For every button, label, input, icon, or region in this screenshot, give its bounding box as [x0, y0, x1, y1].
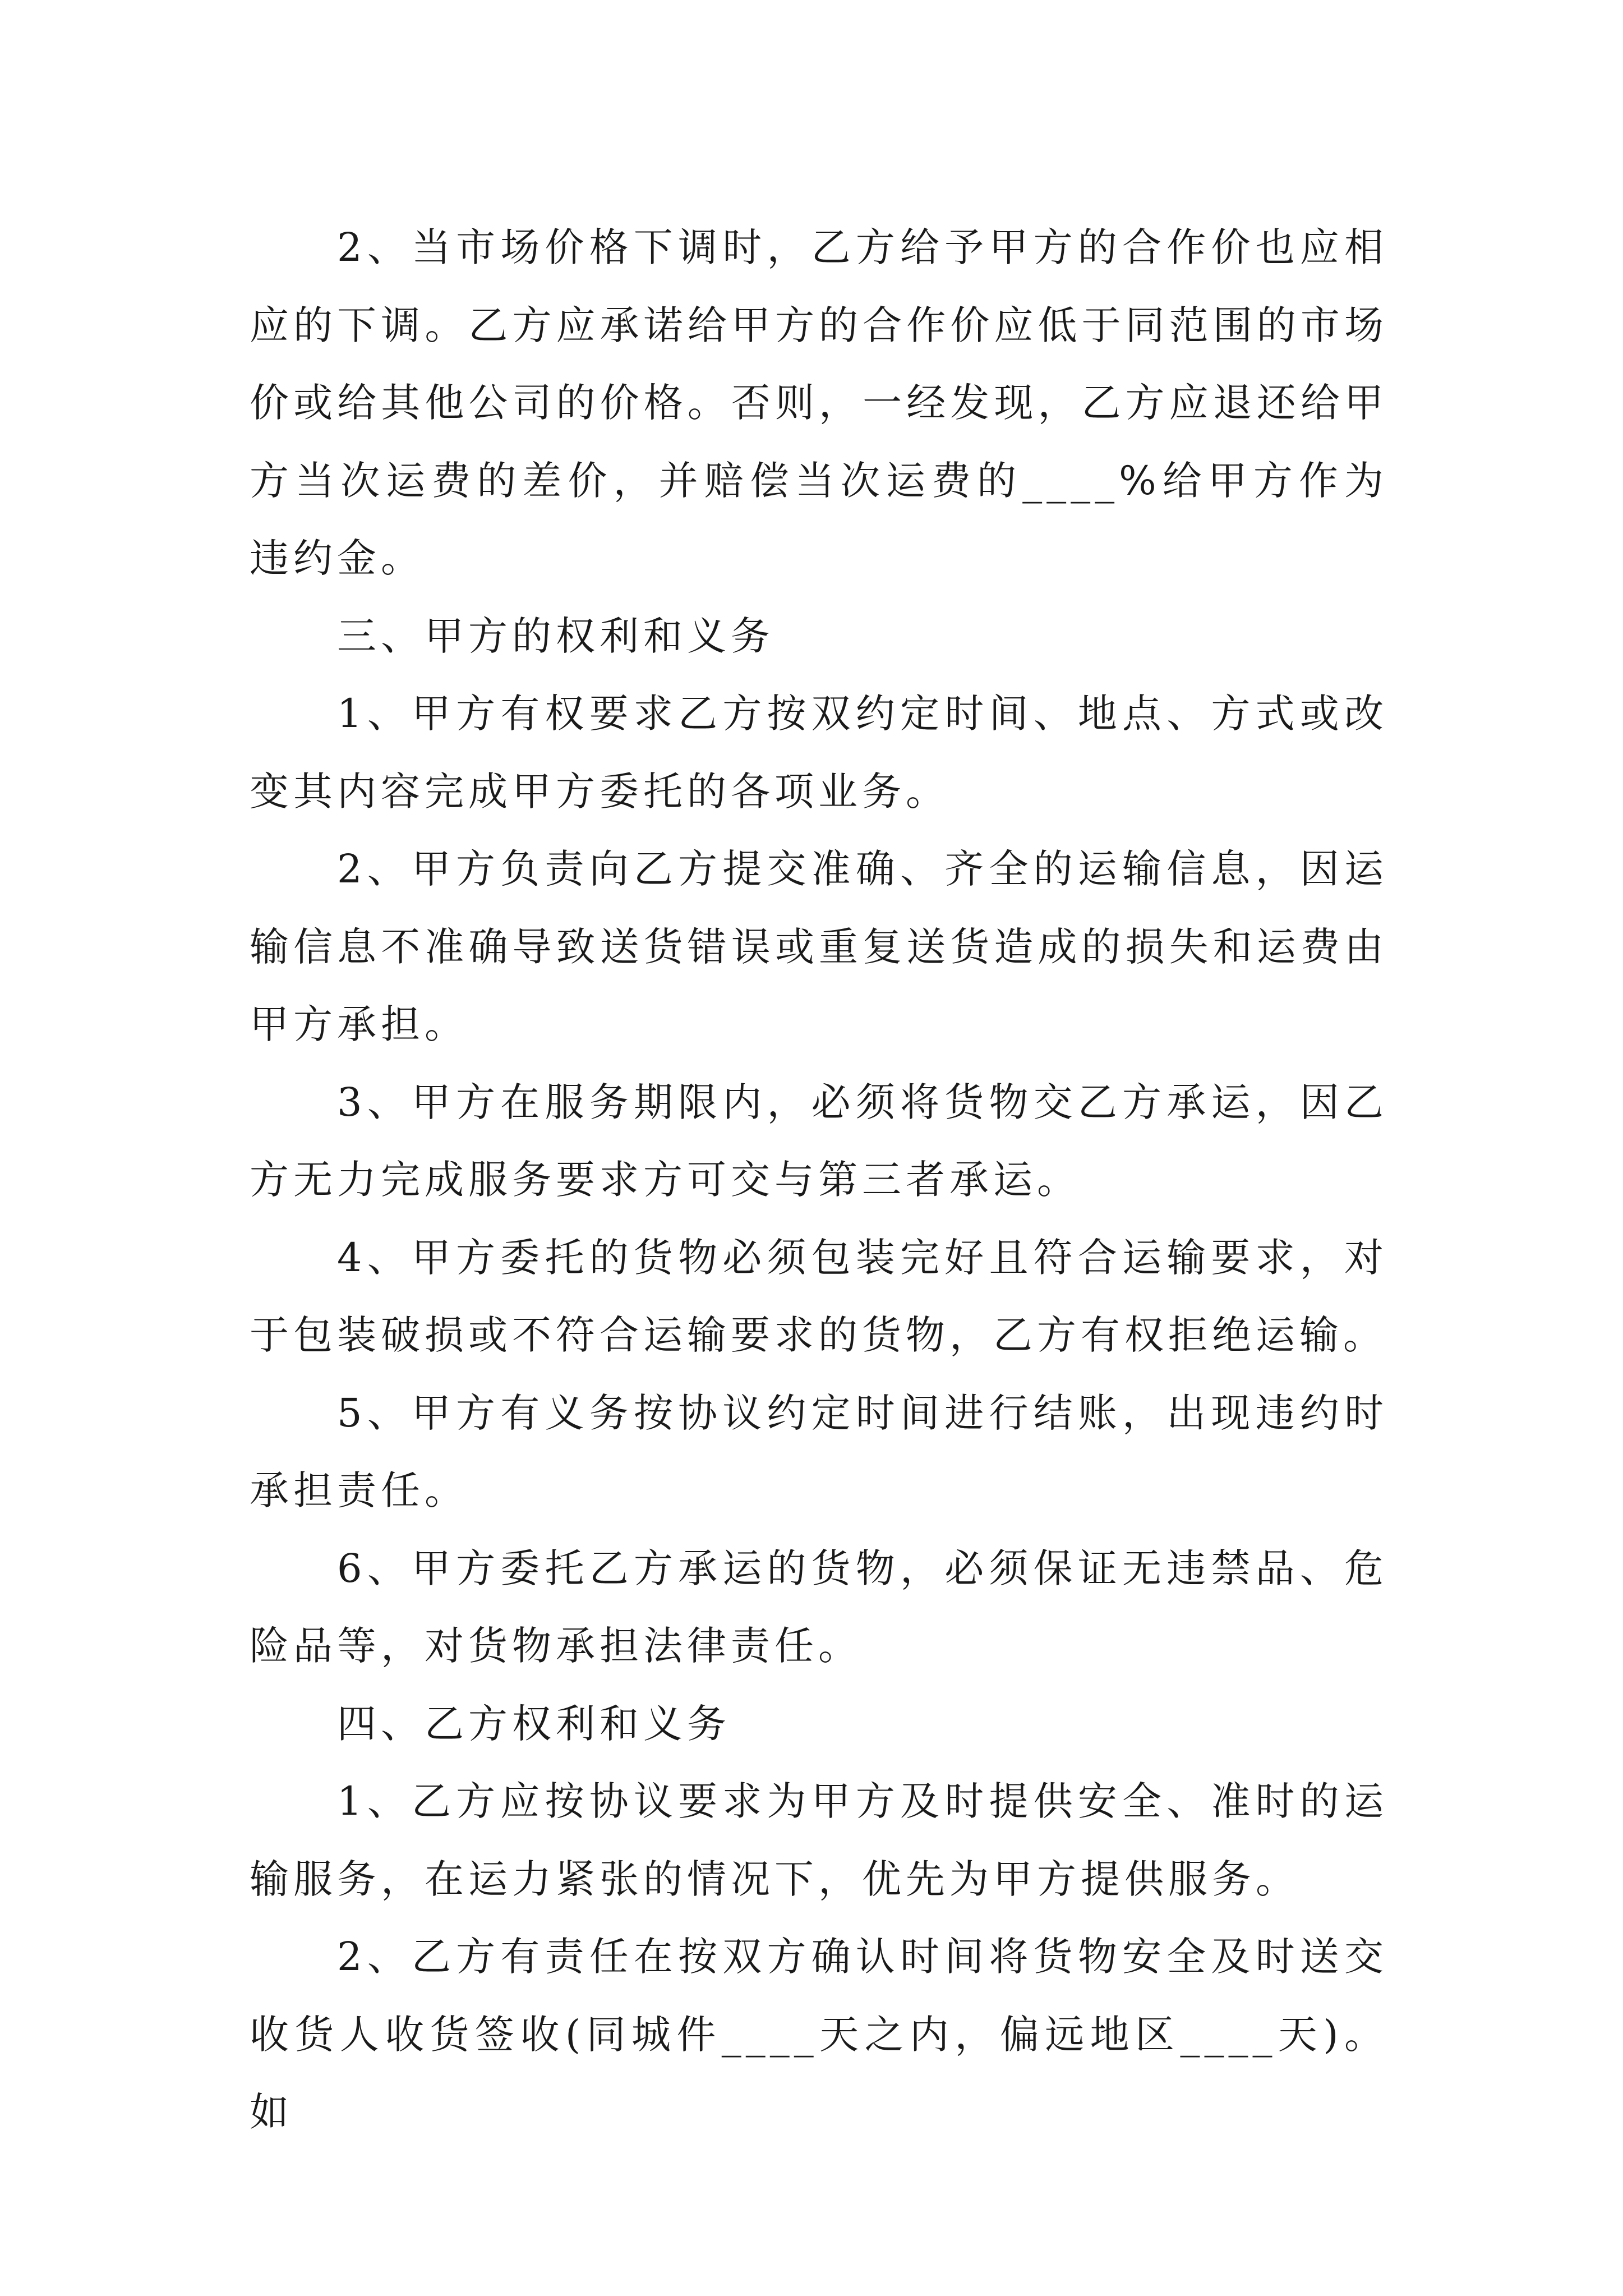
clause-3-1: 1、甲方有权要求乙方按双约定时间、地点、方式或改变其内容完成甲方委托的各项业务。 [250, 691, 1388, 815]
clause-3-2: 2、甲方负责向乙方提交准确、齐全的运输信息，因运输信息不准确导致送货错误或重复送货造成的损失和运费由甲方承担。 [250, 846, 1388, 1047]
clause-4-2: 2、乙方有责任在按双方确认时间将货物安全及时送交收货人收货签收(同城件____天之内，偏远地区____天)。如 [250, 1934, 1388, 2135]
clause-2-price-adjustment: 2、当市场价格下调时，乙方给予甲方的合作价也应相应的下调。乙方应承诺给甲方的合作价应低于同范围的市场价或给其他公司的价格。否则，一经发现，乙方应退还给甲方当次运费的差价，并赔偿当次运费的____%给甲方作为违约金。 [250, 224, 1388, 581]
clause-3-6: 6、甲方委托乙方承运的货物，必须保证无违禁品、危险品等，对货物承担法律责任。 [250, 1545, 1388, 1669]
document-body [250, 209, 1388, 2151]
clause-3-3: 3、甲方在服务期限内，必须将货物交乙方承运，因乙方无力完成服务要求方可交与第三者承运。 [250, 1079, 1388, 1203]
clause-3-5: 5、甲方有义务按协议约定时间进行结账，出现违约时承担责任。 [250, 1389, 1388, 1513]
section-4-heading: 四、乙方权利和义务 [337, 1700, 731, 1747]
clause-3-4: 4、甲方委托的货物必须包装完好且符合运输要求，对于包装破损或不符合运输要求的货物，乙方有权拒绝运输。 [250, 1234, 1388, 1358]
section-3-heading: 三、甲方的权利和义务 [337, 613, 774, 659]
clause-4-1: 1、乙方应按协议要求为甲方及时提供安全、准时的运输服务，在运力紧张的情况下，优先为甲方提供服务。 [250, 1778, 1388, 1902]
